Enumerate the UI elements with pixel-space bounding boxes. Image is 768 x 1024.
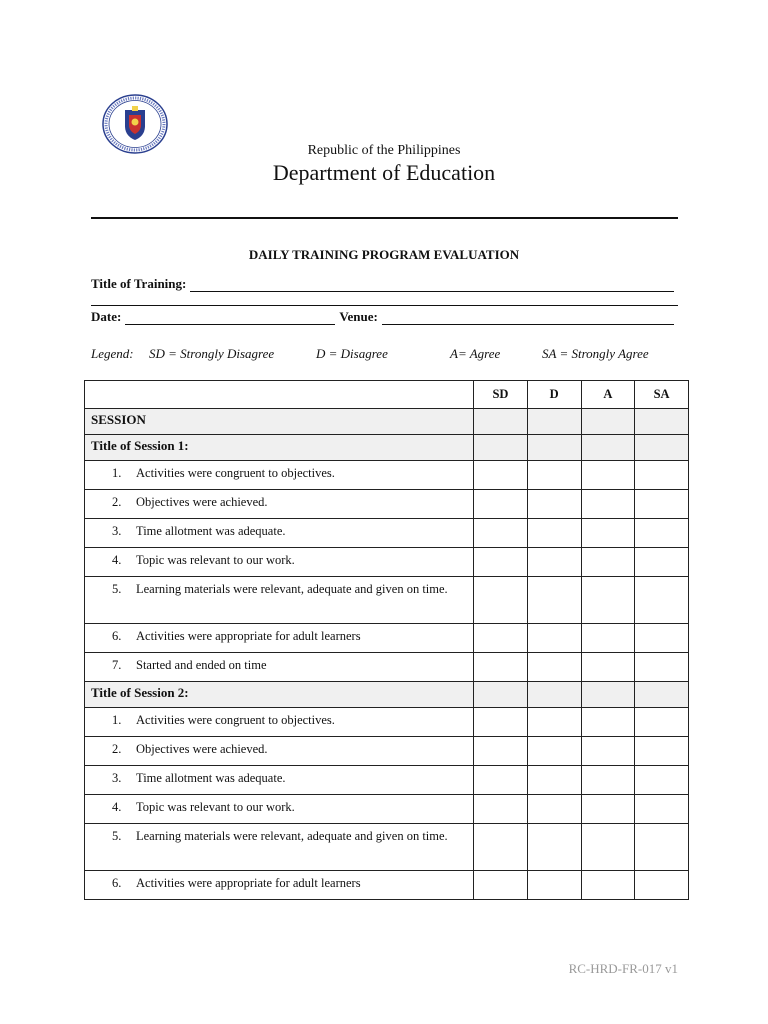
rating-cell[interactable] bbox=[474, 824, 528, 871]
criterion-number: 6. bbox=[112, 876, 122, 890]
rating-cell[interactable] bbox=[527, 653, 581, 682]
table-row bbox=[85, 519, 689, 548]
rating-cell[interactable] bbox=[581, 795, 635, 824]
rating-cell[interactable] bbox=[581, 624, 635, 653]
rating-cell[interactable] bbox=[474, 519, 528, 548]
rating-cell[interactable] bbox=[581, 653, 635, 682]
date-label: Date: bbox=[91, 309, 122, 324]
rating-cell[interactable] bbox=[474, 461, 528, 490]
criterion-item bbox=[85, 824, 473, 870]
column-header-sd: SD bbox=[474, 381, 528, 409]
rating-cell[interactable] bbox=[581, 682, 635, 708]
rating-cell[interactable] bbox=[635, 708, 689, 737]
legend-a: A= Agree bbox=[450, 346, 501, 361]
rating-cell[interactable] bbox=[635, 435, 689, 461]
date-field[interactable] bbox=[125, 312, 335, 325]
criterion-item bbox=[85, 461, 473, 489]
criterion-item bbox=[85, 519, 473, 547]
rating-cell[interactable] bbox=[581, 737, 635, 766]
table-row bbox=[85, 461, 689, 490]
criterion-text: Activities were congruent to objectives. bbox=[136, 713, 335, 727]
rating-cell[interactable] bbox=[527, 624, 581, 653]
criterion-item bbox=[85, 577, 473, 623]
criterion-text: Objectives were achieved. bbox=[136, 742, 268, 756]
criterion-number: 4. bbox=[112, 553, 122, 567]
rating-cell[interactable] bbox=[635, 409, 689, 435]
column-header-sa: SA bbox=[635, 381, 689, 409]
criterion-number: 4. bbox=[112, 800, 122, 814]
table-row bbox=[85, 737, 689, 766]
rating-cell[interactable] bbox=[474, 653, 528, 682]
rating-cell[interactable] bbox=[527, 577, 581, 624]
rating-cell[interactable] bbox=[527, 490, 581, 519]
criterion-text: Objectives were achieved. bbox=[136, 495, 268, 509]
rating-cell[interactable] bbox=[581, 824, 635, 871]
rating-cell[interactable] bbox=[474, 490, 528, 519]
rating-cell[interactable] bbox=[581, 548, 635, 577]
criterion-text: Activities were appropriate for adult learners bbox=[136, 876, 361, 890]
form-code: RC-HRD-FR-017 v1 bbox=[568, 961, 678, 976]
criterion-text: Started and ended on time bbox=[136, 658, 267, 672]
rating-cell[interactable] bbox=[635, 737, 689, 766]
column-header-d: D bbox=[527, 381, 581, 409]
legend-label: Legend: bbox=[91, 346, 134, 361]
criterion-text: Learning materials were relevant, adequate and given on time. bbox=[136, 582, 448, 596]
criterion-number: 2. bbox=[112, 495, 122, 509]
rating-cell[interactable] bbox=[635, 519, 689, 548]
rating-cell[interactable] bbox=[527, 548, 581, 577]
evaluation-table bbox=[84, 380, 689, 900]
rating-cell[interactable] bbox=[527, 737, 581, 766]
criterion-text: Time allotment was adequate. bbox=[136, 524, 286, 538]
rating-cell[interactable] bbox=[474, 548, 528, 577]
rating-cell[interactable] bbox=[635, 682, 689, 708]
rating-cell[interactable] bbox=[635, 461, 689, 490]
session-title: Title of Session 2: bbox=[91, 685, 189, 700]
criterion-text: Topic was relevant to our work. bbox=[136, 553, 295, 567]
session-title-row bbox=[85, 435, 689, 461]
rating-cell[interactable] bbox=[474, 409, 528, 435]
session-label: SESSION bbox=[91, 412, 146, 427]
criterion-number: 6. bbox=[112, 629, 122, 643]
venue-label: Venue: bbox=[339, 309, 378, 324]
rating-cell[interactable] bbox=[527, 708, 581, 737]
criterion-number: 5. bbox=[112, 582, 122, 596]
title-of-training-label: Title of Training: bbox=[91, 276, 187, 291]
rating-cell[interactable] bbox=[635, 653, 689, 682]
legend-sd: SD = Strongly Disagree bbox=[149, 346, 275, 361]
legend-d: D = Disagree bbox=[316, 346, 388, 361]
rating-cell[interactable] bbox=[581, 490, 635, 519]
country-header: Republic of the Philippines bbox=[307, 143, 461, 158]
rating-cell[interactable] bbox=[581, 409, 635, 435]
criterion-text: Topic was relevant to our work. bbox=[136, 800, 295, 814]
rating-cell[interactable] bbox=[581, 435, 635, 461]
rating-cell[interactable] bbox=[474, 795, 528, 824]
rating-cell[interactable] bbox=[581, 871, 635, 900]
table-row bbox=[85, 766, 689, 795]
session-header-row bbox=[85, 409, 689, 435]
form-title: DAILY TRAINING PROGRAM EVALUATION bbox=[248, 247, 520, 262]
criterion-text: Activities were congruent to objectives. bbox=[136, 466, 335, 480]
rating-cell[interactable] bbox=[635, 577, 689, 624]
header-divider bbox=[91, 217, 678, 219]
rating-cell[interactable] bbox=[635, 548, 689, 577]
criterion-item bbox=[85, 653, 473, 681]
rating-cell[interactable] bbox=[581, 577, 635, 624]
rating-cell[interactable] bbox=[527, 871, 581, 900]
table-row bbox=[85, 871, 689, 900]
rating-cell[interactable] bbox=[474, 577, 528, 624]
criterion-item bbox=[85, 737, 473, 765]
criterion-text: Learning materials were relevant, adequate and given on time. bbox=[136, 829, 448, 843]
criterion-item bbox=[85, 548, 473, 576]
criterion-item bbox=[85, 871, 473, 899]
table-row bbox=[85, 708, 689, 737]
rating-cell[interactable] bbox=[474, 871, 528, 900]
rating-cell[interactable] bbox=[527, 824, 581, 871]
rating-cell[interactable] bbox=[527, 682, 581, 708]
rating-cell[interactable] bbox=[527, 435, 581, 461]
rating-cell[interactable] bbox=[527, 409, 581, 435]
rating-cell[interactable] bbox=[635, 624, 689, 653]
rating-cell[interactable] bbox=[527, 766, 581, 795]
title-of-training-field-line-2[interactable] bbox=[91, 305, 678, 306]
rating-cell[interactable] bbox=[635, 824, 689, 871]
rating-cell[interactable] bbox=[474, 766, 528, 795]
table-row bbox=[85, 490, 689, 519]
session-title: Title of Session 1: bbox=[91, 438, 189, 453]
criterion-item bbox=[85, 708, 473, 736]
table-row bbox=[85, 653, 689, 682]
rating-cell[interactable] bbox=[581, 519, 635, 548]
criterion-text: Time allotment was adequate. bbox=[136, 771, 286, 785]
rating-cell[interactable] bbox=[635, 490, 689, 519]
title-of-training-field[interactable] bbox=[190, 279, 674, 292]
rating-cell[interactable] bbox=[474, 737, 528, 766]
table-row bbox=[85, 624, 689, 653]
column-header-a: A bbox=[581, 381, 635, 409]
venue-field[interactable] bbox=[382, 312, 674, 325]
rating-cell[interactable] bbox=[474, 624, 528, 653]
criterion-item bbox=[85, 624, 473, 652]
rating-cell[interactable] bbox=[581, 461, 635, 490]
table-header-row bbox=[85, 381, 689, 409]
criterion-number: 3. bbox=[112, 771, 122, 785]
department-header: Department of Education bbox=[272, 160, 496, 185]
rating-cell[interactable] bbox=[527, 519, 581, 548]
table-row bbox=[85, 548, 689, 577]
criterion-item bbox=[85, 490, 473, 518]
legend-sa: SA = Strongly Agree bbox=[542, 346, 649, 361]
rating-cell[interactable] bbox=[635, 795, 689, 824]
rating-cell[interactable] bbox=[635, 871, 689, 900]
criterion-text: Activities were appropriate for adult learners bbox=[136, 629, 361, 643]
title-of-training-row bbox=[91, 276, 674, 292]
criterion-item bbox=[85, 766, 473, 794]
criterion-number: 7. bbox=[112, 658, 122, 672]
criterion-number: 1. bbox=[112, 466, 122, 480]
criterion-number: 1. bbox=[112, 713, 122, 727]
table-row bbox=[85, 577, 689, 624]
rating-cell[interactable] bbox=[474, 708, 528, 737]
rating-cell[interactable] bbox=[635, 766, 689, 795]
rating-cell[interactable] bbox=[527, 461, 581, 490]
criterion-number: 5. bbox=[112, 829, 122, 843]
session-title-row bbox=[85, 682, 689, 708]
rating-cell[interactable] bbox=[581, 766, 635, 795]
table-row bbox=[85, 795, 689, 824]
criterion-item bbox=[85, 795, 473, 823]
rating-cell[interactable] bbox=[527, 795, 581, 824]
criterion-number: 2. bbox=[112, 742, 122, 756]
date-venue-row bbox=[91, 309, 674, 325]
rating-cell[interactable] bbox=[474, 435, 528, 461]
column-header-statement bbox=[85, 381, 474, 409]
criterion-number: 3. bbox=[112, 524, 122, 538]
rating-cell[interactable] bbox=[474, 682, 528, 708]
rating-cell[interactable] bbox=[581, 708, 635, 737]
legend bbox=[91, 346, 691, 364]
table-row bbox=[85, 824, 689, 871]
